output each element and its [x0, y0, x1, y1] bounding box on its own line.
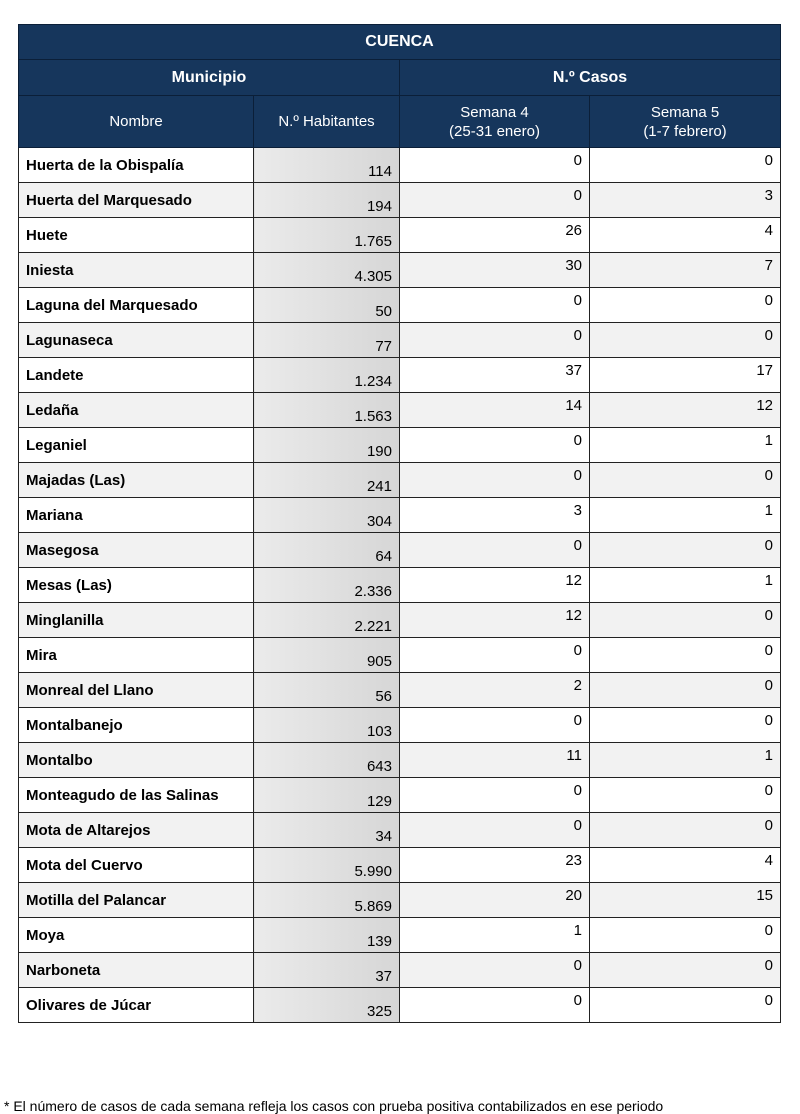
semana-4-cases-cell: 0 — [400, 323, 590, 358]
municipio-name-cell: Iniesta — [19, 253, 254, 288]
semana-5-cases-cell: 4 — [590, 848, 781, 883]
municipio-name-cell: Monteagudo de las Salinas — [19, 778, 254, 813]
table-row — [19, 393, 781, 428]
municipio-name-cell: Monreal del Llano — [19, 673, 254, 708]
municipio-name-cell: Mesas (Las) — [19, 568, 254, 603]
semana-4-cases-cell: 0 — [400, 428, 590, 463]
semana-4-cases-cell: 12 — [400, 568, 590, 603]
table-row — [19, 638, 781, 673]
column-header-semana-5-range: (1-7 febrero) — [643, 122, 727, 140]
semana-4-cases-cell: 26 — [400, 218, 590, 253]
habitantes-cell: 139 — [254, 918, 400, 953]
semana-5-cases-cell: 3 — [590, 183, 781, 218]
semana-5-cases-cell: 7 — [590, 253, 781, 288]
semana-5-cases-cell: 1 — [590, 428, 781, 463]
table-row — [19, 673, 781, 708]
cases-table — [18, 24, 781, 1023]
municipio-name-cell: Moya — [19, 918, 254, 953]
semana-4-cases-cell: 0 — [400, 148, 590, 183]
habitantes-cell: 190 — [254, 428, 400, 463]
semana-4-cases-cell: 0 — [400, 953, 590, 988]
municipio-name-cell: Minglanilla — [19, 603, 254, 638]
habitantes-cell: 103 — [254, 708, 400, 743]
habitantes-cell: 905 — [254, 638, 400, 673]
semana-5-cases-cell: 1 — [590, 568, 781, 603]
cuenca-table-container — [18, 24, 780, 1023]
table-row — [19, 603, 781, 638]
semana-4-cases-cell: 0 — [400, 778, 590, 813]
municipio-name-cell: Ledaña — [19, 393, 254, 428]
column-header-semana-5 — [590, 96, 781, 148]
table-row — [19, 358, 781, 393]
table-row — [19, 288, 781, 323]
habitantes-cell: 50 — [254, 288, 400, 323]
footnote: * El número de casos de cada semana refleja los casos con prueba positiva contabilizados en ese periodo — [4, 1098, 664, 1114]
habitantes-cell: 325 — [254, 988, 400, 1023]
habitantes-cell: 1.765 — [254, 218, 400, 253]
column-header-semana-4 — [400, 96, 590, 148]
semana-5-cases-cell: 0 — [590, 603, 781, 638]
habitantes-cell: 114 — [254, 148, 400, 183]
semana-5-cases-cell: 15 — [590, 883, 781, 918]
municipio-name-cell: Motilla del Palancar — [19, 883, 254, 918]
semana-5-cases-cell: 0 — [590, 813, 781, 848]
semana-5-cases-cell: 0 — [590, 953, 781, 988]
column-header-nombre: Nombre — [19, 96, 254, 148]
semana-4-cases-cell: 1 — [400, 918, 590, 953]
habitantes-cell: 1.563 — [254, 393, 400, 428]
habitantes-cell: 5.869 — [254, 883, 400, 918]
table-row — [19, 568, 781, 603]
column-header-semana-4-range: (25-31 enero) — [449, 122, 540, 140]
table-row — [19, 918, 781, 953]
semana-5-cases-cell: 0 — [590, 463, 781, 498]
municipio-name-cell: Landete — [19, 358, 254, 393]
municipio-name-cell: Olivares de Júcar — [19, 988, 254, 1023]
semana-4-cases-cell: 37 — [400, 358, 590, 393]
semana-5-cases-cell: 0 — [590, 323, 781, 358]
semana-4-cases-cell: 0 — [400, 183, 590, 218]
municipio-name-cell: Leganiel — [19, 428, 254, 463]
table-row — [19, 253, 781, 288]
semana-5-cases-cell: 0 — [590, 708, 781, 743]
table-row — [19, 813, 781, 848]
semana-4-cases-cell: 12 — [400, 603, 590, 638]
municipio-name-cell: Laguna del Marquesado — [19, 288, 254, 323]
table-row — [19, 428, 781, 463]
municipio-name-cell: Montalbanejo — [19, 708, 254, 743]
semana-5-cases-cell: 0 — [590, 918, 781, 953]
semana-5-cases-cell: 0 — [590, 778, 781, 813]
semana-5-cases-cell: 0 — [590, 988, 781, 1023]
habitantes-cell: 304 — [254, 498, 400, 533]
municipio-name-cell: Mota del Cuervo — [19, 848, 254, 883]
habitantes-cell: 2.336 — [254, 568, 400, 603]
habitantes-cell: 64 — [254, 533, 400, 568]
municipio-name-cell: Narboneta — [19, 953, 254, 988]
column-header-habitantes: N.º Habitantes — [254, 96, 400, 148]
semana-4-cases-cell: 0 — [400, 638, 590, 673]
semana-4-cases-cell: 23 — [400, 848, 590, 883]
habitantes-cell: 241 — [254, 463, 400, 498]
table-row — [19, 708, 781, 743]
habitantes-cell: 56 — [254, 673, 400, 708]
table-row — [19, 148, 781, 183]
table-row — [19, 533, 781, 568]
table-row — [19, 743, 781, 778]
semana-4-cases-cell: 0 — [400, 813, 590, 848]
semana-5-cases-cell: 0 — [590, 533, 781, 568]
semana-4-cases-cell: 0 — [400, 463, 590, 498]
habitantes-cell: 34 — [254, 813, 400, 848]
column-header-semana-5-label: Semana 5 — [650, 103, 720, 121]
habitantes-cell: 2.221 — [254, 603, 400, 638]
habitantes-cell: 1.234 — [254, 358, 400, 393]
municipio-name-cell: Masegosa — [19, 533, 254, 568]
semana-4-cases-cell: 20 — [400, 883, 590, 918]
table-body — [19, 148, 781, 1023]
habitantes-cell: 5.990 — [254, 848, 400, 883]
habitantes-cell: 129 — [254, 778, 400, 813]
municipio-name-cell: Huete — [19, 218, 254, 253]
table-row — [19, 848, 781, 883]
semana-4-cases-cell: 14 — [400, 393, 590, 428]
semana-4-cases-cell: 0 — [400, 533, 590, 568]
group-header-casos: N.º Casos — [400, 60, 781, 96]
municipio-name-cell: Lagunaseca — [19, 323, 254, 358]
habitantes-cell: 194 — [254, 183, 400, 218]
semana-4-cases-cell: 0 — [400, 288, 590, 323]
semana-4-cases-cell: 30 — [400, 253, 590, 288]
table-row — [19, 953, 781, 988]
table-row — [19, 988, 781, 1023]
municipio-name-cell: Huerta del Marquesado — [19, 183, 254, 218]
municipio-name-cell: Huerta de la Obispalía — [19, 148, 254, 183]
table-row — [19, 323, 781, 358]
municipio-name-cell: Mariana — [19, 498, 254, 533]
group-header-municipio: Municipio — [19, 60, 400, 96]
habitantes-cell: 4.305 — [254, 253, 400, 288]
table-row — [19, 883, 781, 918]
habitantes-cell: 77 — [254, 323, 400, 358]
municipio-name-cell: Mira — [19, 638, 254, 673]
semana-5-cases-cell: 4 — [590, 218, 781, 253]
semana-4-cases-cell: 11 — [400, 743, 590, 778]
semana-5-cases-cell: 1 — [590, 743, 781, 778]
table-row — [19, 778, 781, 813]
table-row — [19, 183, 781, 218]
semana-4-cases-cell: 2 — [400, 673, 590, 708]
habitantes-cell: 643 — [254, 743, 400, 778]
semana-5-cases-cell: 1 — [590, 498, 781, 533]
semana-5-cases-cell: 0 — [590, 288, 781, 323]
semana-5-cases-cell: 0 — [590, 638, 781, 673]
semana-4-cases-cell: 0 — [400, 988, 590, 1023]
habitantes-cell: 37 — [254, 953, 400, 988]
semana-4-cases-cell: 3 — [400, 498, 590, 533]
municipio-name-cell: Majadas (Las) — [19, 463, 254, 498]
table-row — [19, 498, 781, 533]
semana-5-cases-cell: 17 — [590, 358, 781, 393]
semana-5-cases-cell: 0 — [590, 148, 781, 183]
municipio-name-cell: Montalbo — [19, 743, 254, 778]
semana-5-cases-cell: 12 — [590, 393, 781, 428]
table-row — [19, 218, 781, 253]
table-row — [19, 463, 781, 498]
table-title: CUENCA — [19, 25, 781, 60]
semana-4-cases-cell: 0 — [400, 708, 590, 743]
semana-5-cases-cell: 0 — [590, 673, 781, 708]
column-header-semana-4-label: Semana 4 — [460, 103, 529, 121]
municipio-name-cell: Mota de Altarejos — [19, 813, 254, 848]
